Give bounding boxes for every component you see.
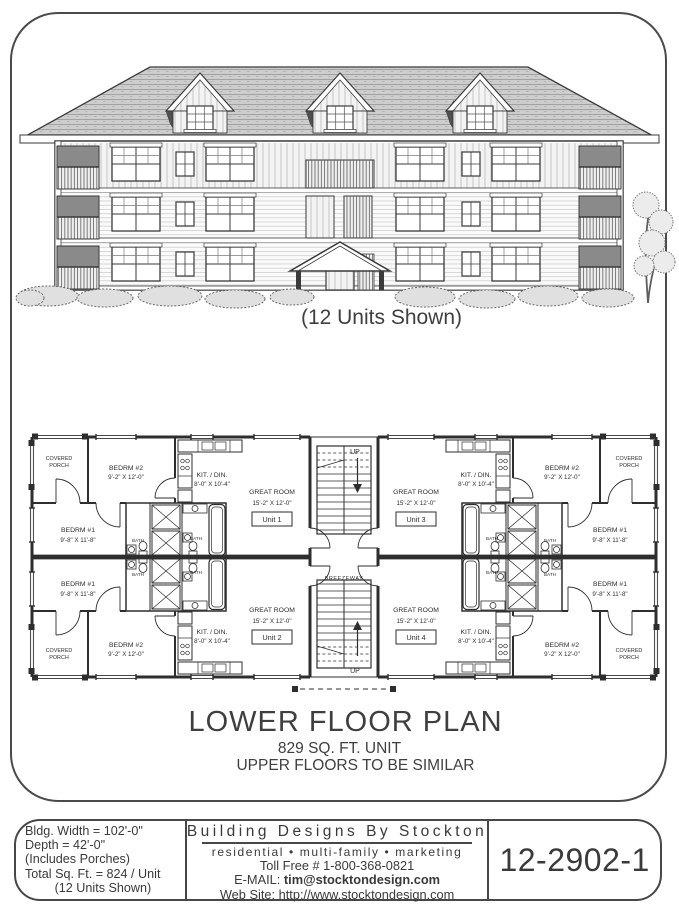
spec-bldg-width: Bldg. Width = 102'-0" bbox=[25, 824, 143, 838]
email-address: tim@stocktondesign.com bbox=[283, 872, 441, 888]
email-label: E-MAIL: bbox=[234, 872, 281, 888]
building-elevation bbox=[16, 67, 675, 308]
room-dims-great-room: 15'-2" X 12'-0" bbox=[396, 618, 436, 625]
unit-tag: Unit 4 bbox=[406, 633, 426, 642]
room-label-great-room: GREAT ROOM bbox=[393, 489, 439, 496]
room-dims-bedrm2: 9'-2" X 12'-0" bbox=[108, 474, 144, 481]
title-block bbox=[14, 819, 662, 901]
website-url: http://www.stocktondesign.com bbox=[278, 886, 455, 902]
title-block-company bbox=[186, 821, 488, 902]
room-label-covered-porch: PORCH bbox=[49, 655, 69, 661]
stairs-lower bbox=[317, 580, 371, 668]
room-label-bedrm2: BEDRM #2 bbox=[109, 642, 143, 649]
room-label-covered-porch: COVERED bbox=[615, 456, 643, 462]
spec-total-sqft: Total Sq. Ft. = 824 / Unit bbox=[25, 866, 161, 881]
room-label-covered-porch: PORCH bbox=[619, 655, 639, 661]
porch-post-line bbox=[292, 686, 396, 692]
room-label-bath: BATH bbox=[132, 572, 144, 577]
room-label-bath: BATH bbox=[486, 570, 498, 575]
email-line bbox=[187, 873, 487, 887]
room-label-covered-porch: COVERED bbox=[45, 648, 73, 654]
room-label-bedrm2: BEDRM #2 bbox=[545, 642, 579, 649]
room-label-bath: BATH bbox=[190, 536, 202, 541]
room-label-kit-din: KIT. / DIN. bbox=[196, 472, 228, 479]
company-name: Building Designs By Stockton bbox=[186, 823, 488, 840]
room-label-bedrm1: BEDRM #1 bbox=[593, 527, 627, 534]
room-dims-kit-din: 8'-0" X 10'-4" bbox=[194, 638, 230, 645]
room-dims-great-room: 15'-2" X 12'-0" bbox=[252, 500, 292, 507]
room-label-bedrm1: BEDRM #1 bbox=[593, 581, 627, 588]
room-dims-great-room: 15'-2" X 12'-0" bbox=[396, 500, 436, 507]
stairs-up-label: UP bbox=[350, 668, 360, 675]
room-dims-great-room: 15'-2" X 12'-0" bbox=[252, 618, 292, 625]
plan-subtitle-sqft: 829 SQ. FT. UNIT bbox=[277, 740, 402, 757]
unit-tag: Unit 3 bbox=[406, 515, 426, 524]
plan-subtitle-upper-floors: UPPER FLOORS TO BE SIMILAR bbox=[236, 757, 475, 774]
room-label-great-room: GREAT ROOM bbox=[249, 489, 295, 496]
room-dims-bedrm2: 9'-2" X 12'-0" bbox=[544, 651, 580, 658]
plan-number: 12-2902-1 bbox=[499, 841, 650, 878]
stairs-upper bbox=[317, 446, 371, 534]
room-label-bath: BATH bbox=[190, 570, 202, 575]
floor-plan bbox=[29, 434, 660, 693]
room-label-bedrm1: BEDRM #1 bbox=[61, 527, 95, 534]
room-dims-bedrm1: 9'-8" X 11'-8" bbox=[60, 537, 96, 544]
room-dims-kit-din: 8'-0" X 10'-4" bbox=[194, 481, 230, 488]
room-label-bath: BATH bbox=[132, 538, 144, 543]
website-label: Web Site: bbox=[219, 886, 276, 902]
breezeway-label: BREEZEWAY bbox=[324, 576, 364, 582]
stairs-up-label: UP bbox=[350, 449, 360, 456]
room-label-bath: BATH bbox=[486, 536, 498, 541]
room-label-kit-din: KIT. / DIN. bbox=[196, 629, 228, 636]
toll-free-number: Toll Free # 1-800-368-0821 bbox=[259, 858, 415, 873]
room-dims-bedrm1: 9'-8" X 11'-8" bbox=[592, 591, 628, 598]
room-label-bedrm2: BEDRM #2 bbox=[109, 465, 143, 472]
website-line bbox=[187, 888, 487, 902]
spec-includes-porches: (Includes Porches) bbox=[25, 852, 130, 867]
room-label-great-room: GREAT ROOM bbox=[249, 607, 295, 614]
room-label-great-room: GREAT ROOM bbox=[393, 607, 439, 614]
tree-icon bbox=[633, 192, 675, 303]
room-label-bath: BATH bbox=[544, 538, 556, 543]
room-dims-kit-din: 8'-0" X 10'-4" bbox=[458, 638, 494, 645]
room-dims-bedrm2: 9'-2" X 12'-0" bbox=[544, 474, 580, 481]
room-label-bedrm2: BEDRM #2 bbox=[545, 465, 579, 472]
room-label-bedrm1: BEDRM #1 bbox=[61, 581, 95, 588]
unit-tag: Unit 2 bbox=[262, 633, 282, 642]
room-label-kit-din: KIT. / DIN. bbox=[460, 629, 492, 636]
room-dims-bedrm2: 9'-2" X 12'-0" bbox=[108, 651, 144, 658]
company-tagline: residential • multi-family • marketing bbox=[211, 845, 463, 859]
room-dims-bedrm1: 9'-8" X 11'-8" bbox=[60, 591, 96, 598]
room-dims-bedrm1: 9'-8" X 11'-8" bbox=[592, 537, 628, 544]
unit-tag: Unit 1 bbox=[262, 515, 282, 524]
title-block-specs bbox=[16, 821, 187, 899]
units-shown-caption: (12 Units Shown) bbox=[300, 306, 463, 329]
room-label-covered-porch: PORCH bbox=[49, 463, 69, 469]
room-dims-kit-din: 8'-0" X 10'-4" bbox=[458, 481, 494, 488]
spec-depth: Depth = 42'-0" bbox=[25, 838, 106, 853]
room-label-kit-din: KIT. / DIN. bbox=[460, 472, 492, 479]
plan-title: LOWER FLOOR PLAN bbox=[188, 706, 503, 738]
spec-units-shown: (12 Units Shown) bbox=[54, 880, 152, 895]
plan-number-box bbox=[487, 821, 660, 899]
room-label-covered-porch: PORCH bbox=[619, 463, 639, 469]
divider bbox=[202, 842, 472, 844]
room-label-bath: BATH bbox=[544, 572, 556, 577]
room-label-covered-porch: COVERED bbox=[45, 456, 73, 462]
room-label-covered-porch: COVERED bbox=[615, 648, 643, 654]
